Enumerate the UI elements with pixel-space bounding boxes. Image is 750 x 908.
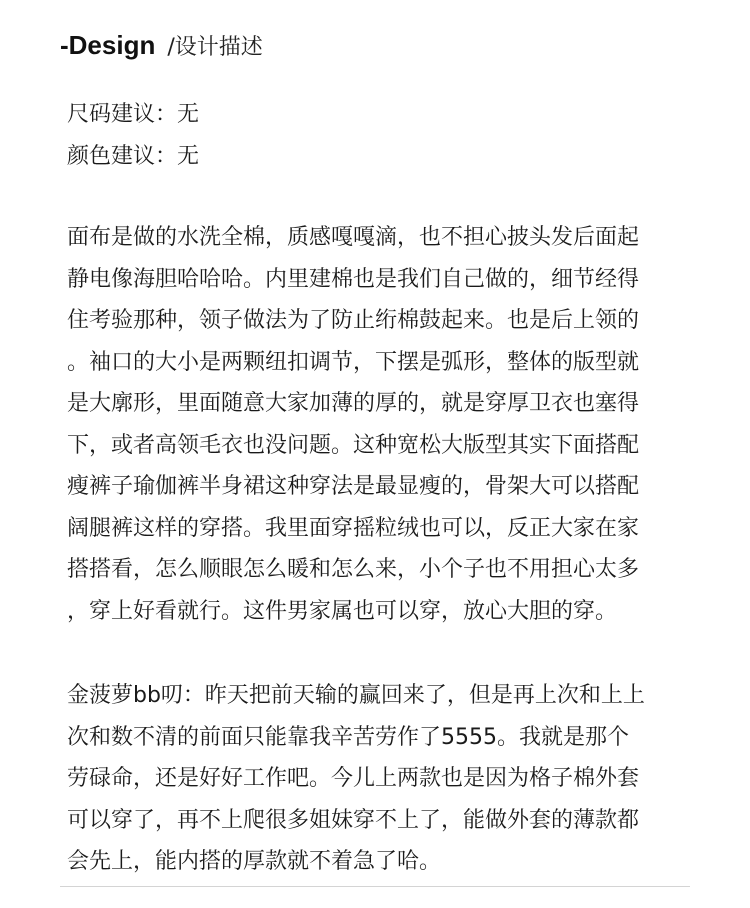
note-line: 可以穿了，再不上爬很多姐妹穿不上了，能做外套的薄款都 (67, 807, 640, 833)
header-title-bold: -Design (60, 30, 156, 60)
description-paragraph (67, 217, 687, 632)
description-line: 。袖口的大小是两颗纽扣调节，下摆是弧形，整体的版型就 (67, 349, 640, 375)
description-line: 是大廓形，里面随意大家加薄的厚的，就是穿厚卫衣也塞得 (67, 391, 640, 416)
description-line: 下，或者高领毛衣也没问题。这种宽松大版型其实下面搭配 (67, 432, 640, 458)
description-line: ，穿上好看就行。这件男家属也可以穿，放心大胆的穿。 (67, 598, 618, 624)
section-header (60, 30, 263, 61)
description-line: 搭搭看，怎么顺眼怎么暖和怎么来，小个子也不用担心太多 (67, 557, 640, 582)
color-advice: 颜色建议：无 (67, 144, 200, 169)
note-line: 金菠萝bb叨：昨天把前天输的赢回来了，但是再上次和上上 (67, 683, 645, 708)
description-line: 住考验那种，领子做法为了防止绗棉鼓起来。也是后上领的 (67, 308, 640, 333)
size-advice: 尺码建议：无 (67, 102, 200, 127)
note-line: 会先上，能内搭的厚款就不着急了哈。 (67, 849, 442, 874)
header-title-sub: /设计描述 (167, 35, 263, 60)
bottom-divider (60, 886, 690, 887)
description-line: 阔腿裤这样的穿搭。我里面穿摇粒绒也可以，反正大家在家 (67, 515, 640, 541)
description-line: 面布是做的水洗全棉，质感嘎嘎滴，也不担心披头发后面起 (67, 225, 640, 250)
spec-list (67, 94, 199, 178)
description-line: 静电像海胆哈哈哈。内里建棉也是我们自己做的，细节经得 (67, 266, 640, 292)
note-line: 劳碌命，还是好好工作吧。今儿上两款也是因为格子棉外套 (67, 766, 640, 791)
note-line: 次和数不清的前面只能靠我辛苦劳作了5555。我就是那个 (67, 724, 629, 750)
note-paragraph (67, 675, 687, 883)
description-line: 瘦裤子瑜伽裤半身裙这种穿法是最显瘦的，骨架大可以搭配 (67, 474, 640, 499)
